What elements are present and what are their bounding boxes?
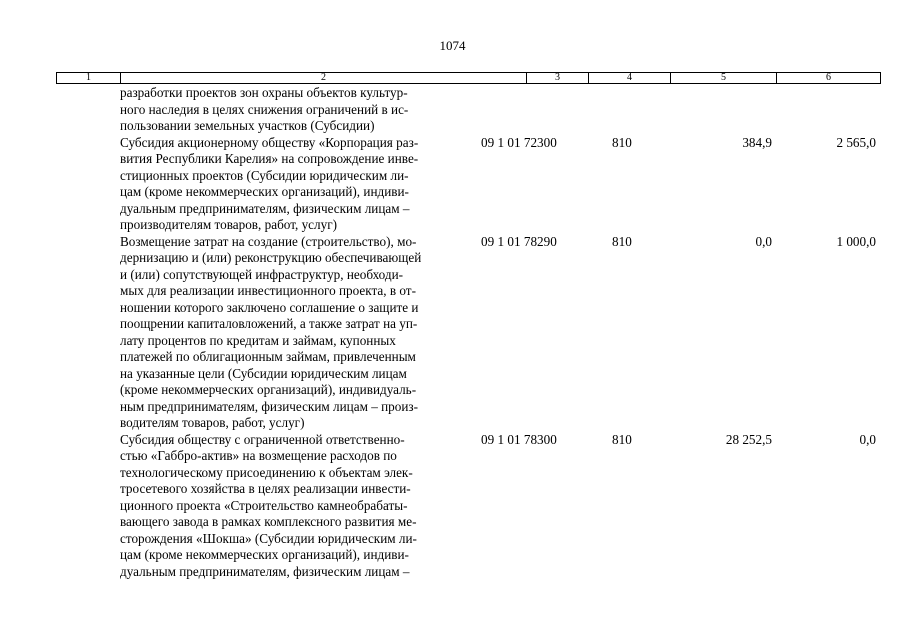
amount-col-6: 2 565,0 [836, 134, 876, 150]
description-line: на указанные цели (Субсидии юридическим лицам [120, 365, 407, 381]
description-line: поощрении капиталовложений, а также затрат на уп- [120, 316, 418, 331]
description-line: тросетевого хозяйства в целях реализации инвести- [120, 481, 411, 496]
row-description [120, 85, 470, 135]
expense-type: 810 [612, 134, 632, 150]
table-row [56, 135, 880, 234]
table-row [56, 85, 880, 135]
table-row [56, 234, 880, 432]
description-line: и (или) сопутствующей инфраструктур, необходи- [120, 266, 404, 282]
description-line: платежей по облигационным займам, привлеченным [120, 349, 416, 364]
column-header-2: 2 [121, 73, 527, 84]
expense-type: 810 [612, 233, 632, 249]
column-header-table [56, 72, 881, 84]
description-line: Субсидия акционерному обществу «Корпорация раз- [120, 134, 419, 150]
description-line: стиционных проектов (Субсидии юридическим ли- [120, 167, 409, 183]
amount-col-5: 384,9 [742, 134, 772, 150]
row-description [120, 234, 470, 432]
row-description [120, 432, 470, 581]
description-line: технологическому присоединению к объектам элек- [120, 464, 413, 480]
description-line: дуальным предпринимателям, физическим лицам – [120, 563, 410, 579]
column-header-6: 6 [777, 73, 881, 84]
description-line: мых для реализации инвестиционного проекта, в от- [120, 283, 416, 298]
column-header-1: 1 [57, 73, 121, 84]
column-header-3: 3 [527, 73, 589, 84]
table-body [56, 85, 880, 580]
description-line: цам (кроме некоммерческих организаций), индиви- [120, 547, 409, 562]
description-line: ным предпринимателям, физическим лицам – произ- [120, 398, 419, 414]
description-line: пользовании земельных участков (Субсидии) [120, 118, 375, 133]
description-line: ношении которого заключено соглашение о защите и [120, 299, 419, 315]
column-header-5: 5 [671, 73, 777, 84]
description-line: водителям товаров, работ, услуг) [120, 415, 305, 430]
description-line: вития Республики Карелия» на сопровождение инве- [120, 151, 419, 166]
description-line: цам (кроме некоммерческих организаций), индиви- [120, 184, 409, 199]
target-code: 09 1 01 78300 [481, 431, 557, 447]
amount-col-5: 28 252,5 [725, 431, 772, 447]
description-line: вающего завода в рамках комплексного развития ме- [120, 514, 417, 529]
amount-col-6: 1 000,0 [836, 233, 876, 249]
description-line: разработки проектов зон охраны объектов культур- [120, 85, 408, 100]
description-line: сторождения «Шокша» (Субсидии юридическим ли- [120, 530, 417, 546]
amount-col-5: 0,0 [755, 233, 772, 249]
description-line: стью «Габбро-актив» на возмещение расходов по [120, 448, 397, 463]
description-line: Возмещение затрат на создание (строительство), мо- [120, 233, 417, 249]
description-line: дернизацию и (или) реконструкцию обеспечивающей [120, 250, 422, 265]
target-code: 09 1 01 72300 [481, 134, 557, 150]
column-header-row [57, 73, 881, 84]
description-line: ного наследия в целях снижения ограничений в ис- [120, 101, 409, 117]
expense-type: 810 [612, 431, 632, 447]
description-line: лату процентов по кредитам и займам, купонных [120, 332, 396, 348]
column-header-4: 4 [589, 73, 671, 84]
row-description [120, 135, 470, 234]
description-line: дуальным предпринимателям, физическим лицам – [120, 200, 410, 216]
amount-col-6: 0,0 [859, 431, 876, 447]
description-line: (кроме некоммерческих организаций), индивидуаль- [120, 382, 417, 397]
table-row [56, 432, 880, 581]
page-number: 1074 [439, 38, 466, 53]
description-line: производителям товаров, работ, услуг) [120, 217, 337, 232]
description-line: Субсидия обществу с ограниченной ответственно- [120, 431, 405, 447]
target-code: 09 1 01 78290 [481, 233, 557, 249]
description-line: ционного проекта «Строительство камнеобрабаты- [120, 497, 408, 513]
